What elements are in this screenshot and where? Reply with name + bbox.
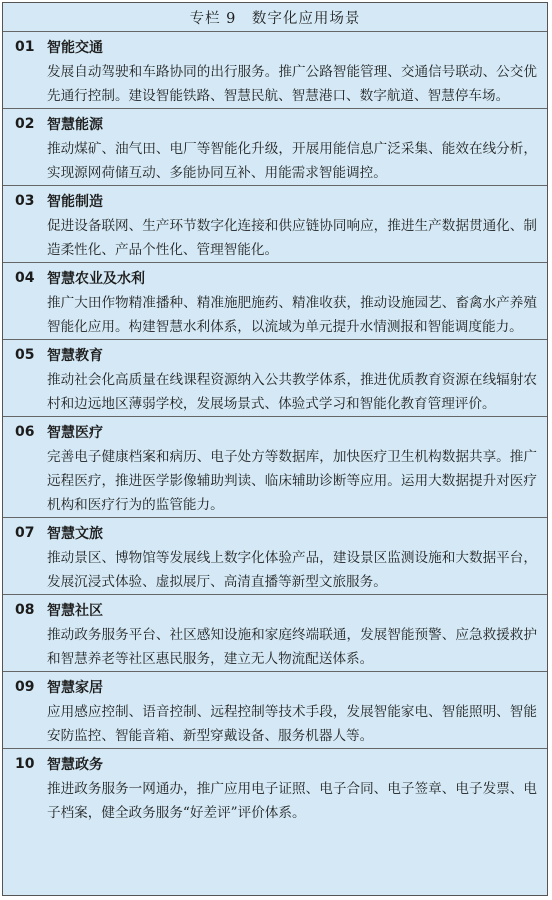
section-item (3, 518, 547, 595)
section-header (15, 342, 537, 368)
section-text: 推动景区、博物馆等发展线上数字化体验产品，建设景区监测设施和大数据平台，发展沉浸式体验、虚拟展厅、高清直播等新型文旅服务。 (47, 550, 537, 590)
section-heading: 智慧医疗 (47, 425, 103, 441)
section-heading: 智能交通 (47, 40, 103, 56)
section-item (3, 263, 547, 340)
section-number: 08 (15, 602, 35, 618)
section-text: 促进设备联网、生产环节数字化连接和供应链协同响应，推进生产数据贯通化、制造柔性化、产品个性化、管理智能化。 (47, 218, 537, 258)
section-text: 推广大田作物精准播种、精准施肥施药、精准收获，推动设施园艺、畜禽水产养殖智能化应用。构建智慧水利体系，以流域为单元提升水情测报和智能调度能力。 (47, 295, 537, 335)
section-header (15, 111, 537, 137)
section-heading: 智慧能源 (47, 117, 103, 133)
section-item (3, 749, 547, 825)
section-heading: 智慧家居 (47, 680, 103, 696)
section-number: 06 (15, 424, 35, 440)
section-heading: 智慧农业及水利 (47, 271, 145, 287)
section-header (15, 265, 537, 291)
section-number: 09 (15, 679, 35, 695)
section-header (15, 520, 537, 546)
section-number: 01 (15, 39, 35, 55)
section-item (3, 340, 547, 417)
section-item (3, 186, 547, 263)
section-heading: 智慧社区 (47, 603, 103, 619)
section-heading: 智慧政务 (47, 757, 103, 773)
section-item (3, 417, 547, 518)
section-heading: 智慧教育 (47, 348, 103, 364)
section-item (3, 32, 547, 109)
section-header (15, 34, 537, 60)
section-header (15, 419, 537, 445)
section-text: 推进政务服务一网通办，推广应用电子证照、电子合同、电子签章、电子发票、电子档案，健全政务服务“好差评”评价体系。 (47, 781, 537, 821)
section-item (3, 672, 547, 749)
section-header (15, 751, 537, 777)
section-text: 推动政务服务平台、社区感知设施和家庭终端联通，发展智能预警、应急救援救护和智慧养老等社区惠民服务，建立无人物流配送体系。 (47, 627, 537, 667)
section-number: 10 (15, 756, 35, 772)
box-title: 专栏 9 数字化应用场景 (3, 3, 547, 32)
section-item (3, 595, 547, 672)
section-text: 发展自动驾驶和车路协同的出行服务。推广公路智能管理、交通信号联动、公交优先通行控制。建设智能铁路、智慧民航、智慧港口、数字航道、智慧停车场。 (47, 64, 537, 104)
section-heading: 智慧文旅 (47, 526, 103, 542)
section-header (15, 597, 537, 623)
section-text: 完善电子健康档案和病历、电子处方等数据库，加快医疗卫生机构数据共享。推广远程医疗，推进医学影像辅助判读、临床辅助诊断等应用。运用大数据提升对医疗机构和医疗行为的监管能力。 (47, 449, 537, 513)
section-heading: 智能制造 (47, 194, 103, 210)
feature-box (2, 2, 548, 896)
section-item (3, 109, 547, 186)
section-number: 07 (15, 525, 35, 541)
section-list (3, 32, 547, 825)
section-header (15, 188, 537, 214)
section-number: 03 (15, 193, 35, 209)
section-number: 04 (15, 270, 35, 286)
section-number: 02 (15, 116, 35, 132)
section-number: 05 (15, 347, 35, 363)
section-text: 应用感应控制、语音控制、远程控制等技术手段，发展智能家电、智能照明、智能安防监控、智能音箱、新型穿戴设备、服务机器人等。 (47, 704, 537, 744)
section-header (15, 674, 537, 700)
section-text: 推动社会化高质量在线课程资源纳入公共教学体系，推进优质教育资源在线辐射农村和边远地区薄弱学校，发展场景式、体验式学习和智能化教育管理评价。 (47, 372, 537, 412)
section-text: 推动煤矿、油气田、电厂等智能化升级，开展用能信息广泛采集、能效在线分析，实现源网荷储互动、多能协同互补、用能需求智能调控。 (47, 141, 537, 181)
